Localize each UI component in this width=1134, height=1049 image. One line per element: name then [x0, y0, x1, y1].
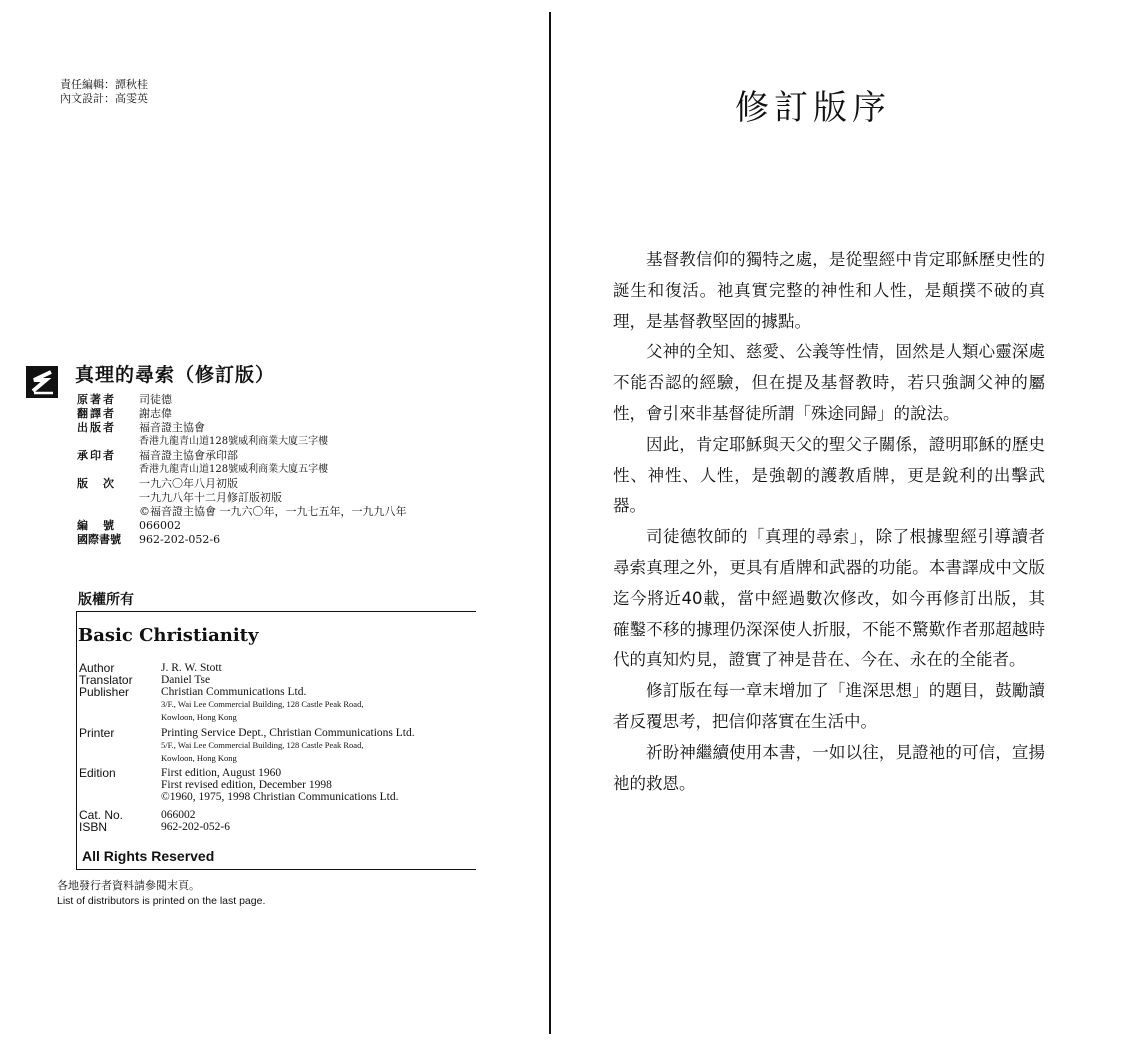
en-printer-row [79, 727, 479, 739]
en-edition-line2: First revised edition, December 1998 [161, 779, 332, 791]
preface-paragraph: 祈盼神繼續使用本書，一如以往，見證祂的可信，宣揚祂的救恩。 [613, 742, 1045, 793]
en-all-rights: All Rights Reserved [82, 848, 215, 864]
cn-label: 承印者 [77, 449, 116, 462]
distributors-note-en: List of distributors is printed on the last page. [57, 895, 266, 907]
publisher-logo-icon [25, 365, 59, 399]
chinese-book-title: 真理的尋索（修訂版） [75, 364, 276, 386]
cn-value: 司徒德 [139, 393, 172, 406]
page-gutter-divider [549, 12, 551, 1034]
en-catno-row [79, 809, 479, 821]
en-value: Christian Communications Ltd. [161, 686, 307, 698]
en-isbn-row [79, 821, 479, 833]
box-left-rule [76, 612, 77, 870]
en-translator-row [79, 674, 479, 686]
cn-value: 962-202-052-6 [139, 533, 221, 546]
en-publisher-address: Kowloon, Hong Kong [161, 712, 237, 722]
cn-catno-row [77, 519, 477, 533]
english-copyright-block [79, 662, 479, 833]
preface-paragraph: 司徒德牧師的「真理的尋索」，除了根據聖經引導讀者尋索真理之外，更具有盾牌和武器的功能。本書譯成中文版迄今將近40載，當中經過數次修改，如今再修訂出版，其確鑿不移的據理仍深深使人折服，不能不驚歎作者那超越時代的真知灼見，證實了神是昔在、今在、永在的全能者。 [613, 527, 1045, 670]
box-bottom-rule [76, 869, 476, 870]
designer-credit: 內文設計：高雯英 [60, 92, 148, 105]
en-publisher-address: 3/F., Wai Lee Commercial Building, 128 Castle Peak Road, [161, 699, 364, 709]
en-value: 962-202-052-6 [161, 821, 230, 833]
en-label: Author [79, 661, 115, 675]
en-author-row [79, 662, 479, 674]
cn-publisher-address: 香港九龍青山道128號威利商業大廈三字樓 [139, 436, 329, 447]
en-edition-line3: ©1960, 1975, 1998 Christian Communications Ltd. [161, 791, 399, 803]
distributors-note-cn: 各地發行者資料請參閱末頁。 [57, 879, 200, 892]
en-label: Cat. No. [79, 808, 124, 822]
english-book-title: Basic Christianity [78, 625, 259, 646]
cn-value: 福音證主協會承印部 [139, 449, 238, 462]
cn-isbn-row [77, 533, 477, 547]
cn-all-rights: 版權所有 [78, 592, 134, 608]
cn-value: 福音證主協會 [139, 421, 205, 434]
editor-credit: 責任編輯：譚秋桂 [60, 78, 148, 91]
en-value: Daniel Tse [161, 674, 211, 686]
credits [60, 78, 148, 106]
cn-label: 出版者 [77, 421, 116, 434]
en-label: ISBN [79, 820, 108, 834]
preface-heading: 修訂版序 [735, 88, 891, 128]
cn-label: 原著者 [77, 393, 116, 406]
cn-value: 一九六〇年八月初版 [139, 477, 238, 490]
cn-edition-line3: ©福音證主協會 一九六〇年，一九七五年，一九九八年 [139, 505, 407, 518]
en-value: Printing Service Dept., Christian Communications Ltd. [161, 727, 415, 739]
en-value: 066002 [161, 809, 196, 821]
cn-author-row [77, 393, 477, 407]
cn-printer-address: 香港九龍青山道128號威利商業大廈五字樓 [139, 464, 329, 475]
cn-translator-row [77, 407, 477, 421]
en-label: Publisher [79, 685, 130, 699]
en-value: J. R. W. Stott [161, 662, 222, 674]
cn-label: 編 號 [77, 519, 116, 532]
preface-body [613, 245, 1045, 799]
preface-paragraph: 因此，肯定耶穌與天父的聖父子關係，證明耶穌的歷史性、神性、人性，是強韌的護教盾牌，更是銳利的出擊武器。 [613, 434, 1045, 516]
cn-value: 066002 [139, 519, 181, 532]
cn-label: 版 次 [77, 477, 116, 490]
cn-printer-row [77, 449, 477, 463]
en-printer-address: Kowloon, Hong Kong [161, 753, 237, 763]
en-label: Translator [79, 673, 133, 687]
chinese-copyright-block [77, 393, 477, 547]
cn-edition-line2: 一九九八年十二月修訂版初版 [139, 491, 282, 504]
preface-paragraph: 父神的全知、慈愛、公義等性情，固然是人類心靈深處不能否認的經驗，但在提及基督教時，若只強調父神的屬性，會引來非基督徒所謂「殊途同歸」的說法。 [613, 342, 1045, 423]
en-printer-address: 5/F., Wai Lee Commercial Building, 128 Castle Peak Road, [161, 740, 364, 750]
en-label: Printer [79, 726, 115, 740]
en-publisher-row [79, 686, 479, 698]
preface-paragraph: 基督教信仰的獨特之處，是從聖經中肯定耶穌歷史性的誕生和復活。祂真實完整的神性和人性，是顛撲不破的真理，是基督教堅固的據點。 [613, 250, 1045, 331]
en-value: First edition, August 1960 [161, 767, 282, 779]
en-label: Edition [79, 766, 116, 780]
cn-label: 翻譯者 [77, 407, 116, 420]
section-rule [76, 611, 476, 612]
cn-value: 謝志偉 [139, 407, 172, 420]
cn-publisher-row [77, 421, 477, 435]
cn-label: 國際書號 [77, 533, 121, 546]
preface-paragraph: 修訂版在每一章末增加了「進深思想」的題目，鼓勵讀者反覆思考，把信仰落實在生活中。 [613, 681, 1045, 731]
en-edition-row [79, 767, 479, 779]
cn-edition-row [77, 477, 477, 491]
